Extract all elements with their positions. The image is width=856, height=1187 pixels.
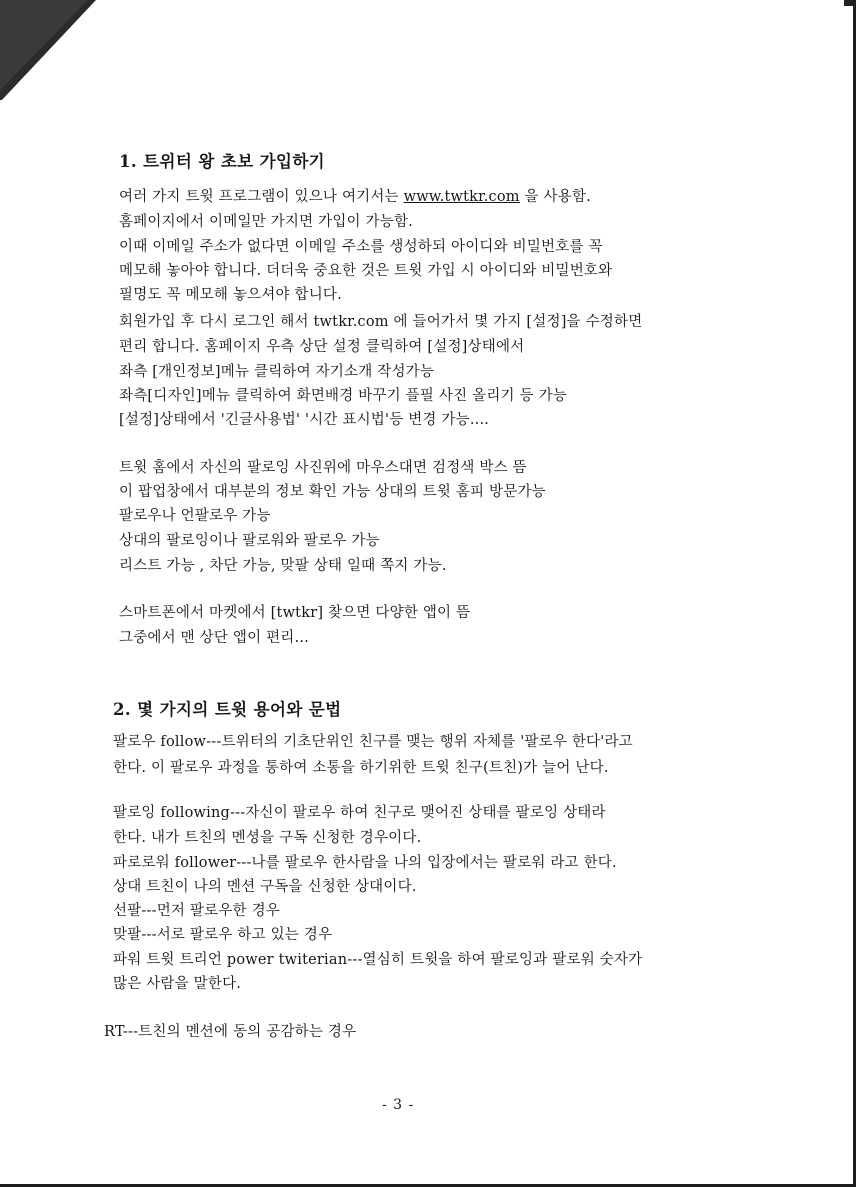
section2-para2-line-3: 파로로워 follower---나를 팔로우 한사람을 나의 입장에서는 팔로워 라고 한다.	[113, 855, 617, 871]
section1-heading: 1. 트위터 왕 초보 가입하기	[119, 152, 325, 171]
section1-line-5: 필명도 꼭 메모해 놓으셔야 합니다.	[119, 287, 342, 303]
section1-line-1	[119, 187, 591, 207]
section1-para3-line-2: 그중에서 맨 상단 앱이 편리...	[119, 630, 309, 646]
section1-para2-line-1: 트윗 홈에서 자신의 팔로잉 사진위에 마우스대면 검정색 박스 뜸	[119, 460, 527, 476]
section1-line-6: 회원가입 후 다시 로그인 해서 twtkr.com 에 들어가서 몇 가지 [설정]을 수정하면	[119, 314, 643, 330]
section2-para1-line-2: 한다. 이 팔로우 과정을 통하여 소통을 하기위한 트윗 친구(트친)가 늘어 난다.	[113, 760, 609, 776]
section1-line-3: 이때 이메일 주소가 없다면 이메일 주소를 생성하되 아이디와 비밀번호를 꼭	[119, 239, 603, 255]
section1-line-4: 메모해 놓아야 합니다. 더더욱 중요한 것은 트윗 가입 시 아이디와 비밀번호와	[119, 263, 613, 279]
page-number: - 3 -	[382, 1097, 415, 1113]
twtkr-url: www.twtkr.com	[403, 189, 520, 205]
section1-para3-line-1: 스마트폰에서 마켓에서 [twtkr] 찾으면 다양한 앱이 뜸	[119, 605, 471, 621]
section1-line-9: 좌측[디자인]메뉴 클릭하여 화면배경 바꾸기 플필 사진 올리기 등 가능	[119, 388, 567, 404]
section1-para2-line-4: 상대의 팔로잉이나 팔로워와 팔로우 가능	[119, 533, 380, 549]
section1-para2-line-3: 팔로우나 언팔로우 가능	[119, 508, 271, 524]
section1-line-2: 홈페이지에서 이메일만 가지면 가입이 가능함.	[119, 214, 413, 230]
section2-para2-line-6: 맞팔---서로 팔로우 하고 있는 경우	[113, 927, 333, 943]
section2-heading: 2. 몇 가지의 트윗 용어와 문법	[113, 700, 342, 719]
section2-para2-line-2: 한다. 내가 트친의 멘셩을 구독 신청한 경우이다.	[113, 830, 422, 846]
section2-para3-line-1: RT---트친의 멘션에 동의 공감하는 경우	[104, 1024, 357, 1040]
section1-line-8: 좌측 [개인정보]메뉴 클릭하여 자기소개 작성가능	[119, 364, 435, 380]
section2-para2-line-7: 파워 트윗 트리언 power twiterian---열심히 트윗을 하여 팔로잉과 팔로워 숫자가	[113, 952, 643, 968]
section1-line-1-post: 을 사용함.	[519, 189, 591, 205]
section1-para2-line-5: 리스트 가능 , 차단 가능, 맞팔 상태 일때 쪽지 가능.	[119, 558, 447, 574]
section2-para2-line-4: 상대 트친이 나의 멘션 구독을 신청한 상대이다.	[113, 879, 417, 895]
section1-line-1-pre: 여러 가지 트윗 프로그램이 있으나 여기서는	[119, 189, 404, 205]
section2-para1-line-1: 팔로우 follow---트위터의 기초단위인 친구를 맺는 행위 자체를 '팔로우 한다'라고	[113, 734, 633, 750]
section2-para2-line-8: 많은 사람을 말한다.	[113, 976, 242, 992]
section1-line-7: 편리 합니다. 홈페이지 우측 상단 설정 클릭하여 [설정]상태에서	[119, 339, 525, 355]
section1-para2-line-2: 이 팝업창에서 대부분의 정보 확인 가능 상대의 트윗 홈피 방문가능	[119, 484, 546, 500]
section1-line-10: [설정]상태에서 '긴글사용법' '시간 표시법'등 변경 가능....	[119, 412, 490, 428]
section2-para2-line-1: 팔로잉 following---자신이 팔로우 하여 친구로 맺어진 상태를 팔로잉 상태라	[113, 805, 606, 821]
section2-para2-line-5: 선팔---먼저 팔로우한 경우	[113, 903, 280, 919]
